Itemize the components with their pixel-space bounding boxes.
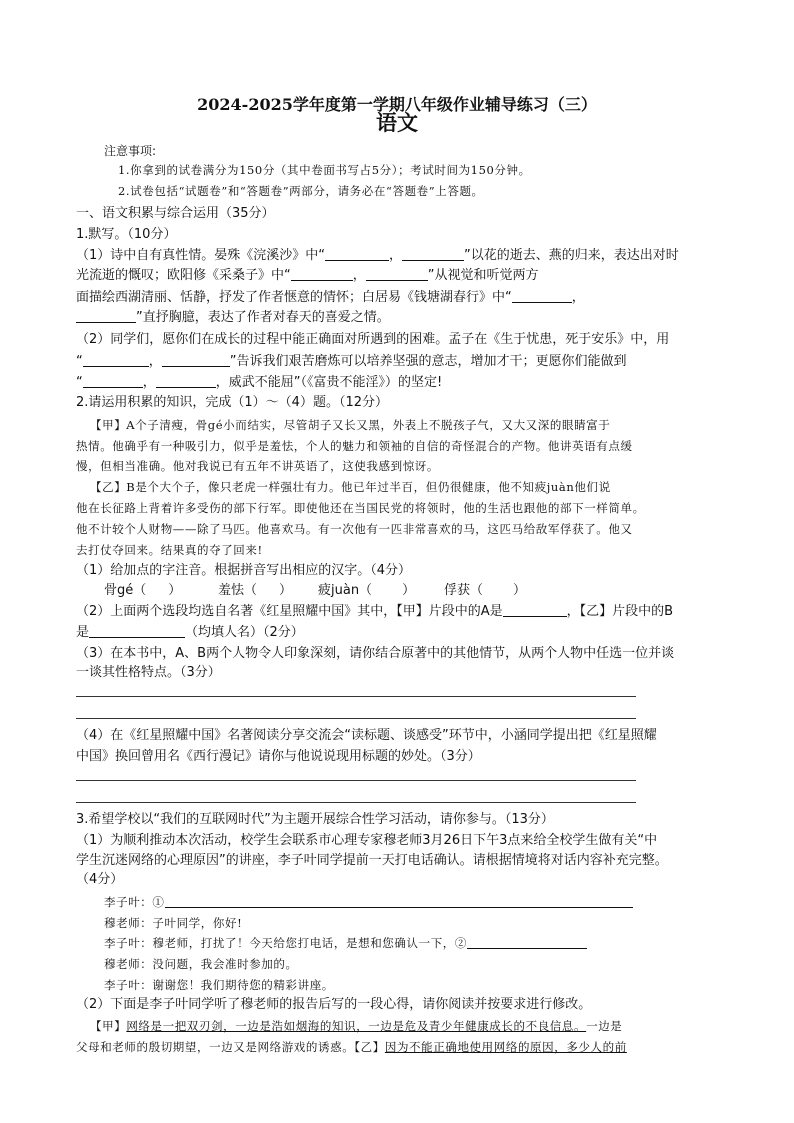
q1-p1-line4: ”直抒胸臆，表达了作者对春天的喜爱之情。 — [76, 308, 390, 327]
answer-blank[interactable] — [257, 582, 279, 596]
subject-title: 语文 — [376, 110, 418, 135]
q2-sub1-word4: 俘获（ ） — [444, 583, 527, 598]
q1-p2-line1: （2）同学们，愿你们在成长的过程中能正确面对所遇到的困难。孟子在《生于忧患，死于安乐》中，用 — [76, 332, 670, 347]
dialogue-line-4: 穆老师：没问题，我会准时参加的。 — [104, 957, 298, 971]
answer-blank[interactable] — [83, 352, 149, 367]
q1-p1-line2: 光流逝的慨叹；欧阳修《采桑子》中“ ， ”从视觉和听觉两方 — [76, 268, 539, 283]
dialogue-line-3: 李子叶：穆老师，打扰了！今天给您打电话，是想和您确认一下，② — [104, 934, 587, 952]
q3-heading: 3.希望学校以“我们的互联网时代”为主题开展综合性学习活动，请你参与。（13分） — [76, 812, 554, 827]
passage-jia-line3: 慢，但相当准确。他对我说已有五年不讲英语了，这使我感到惊讶。 — [76, 459, 439, 473]
answer-blank[interactable] — [76, 308, 136, 323]
answer-blank[interactable] — [162, 352, 230, 367]
reflection-line-2: 父母和老师的殷切期望，一边又是网络游戏的诱惑。【乙】因为不能正确地使用网络的原因，多少人的前 — [76, 1040, 627, 1054]
exam-title: 2024-2025学年度第一学期八年级作业辅导练习（三） — [197, 95, 597, 114]
q1-heading: 1.默写。（10分） — [76, 227, 177, 242]
answer-line[interactable] — [76, 780, 636, 781]
q2-sub1-word2: 羞怯（ ） — [218, 583, 293, 598]
q2-sub3-line2: 一谈其性格特点。（3分） — [76, 665, 221, 680]
answer-blank[interactable] — [503, 602, 567, 617]
answer-blank[interactable] — [402, 246, 464, 261]
q3-sub1-line2: 学生沉迷网络的心理原因”的讲座，李子叶同学提前一天打电话确认。请根据情境将对话内容补充完整。 — [76, 853, 668, 868]
q2-sub3-line1: （3）在本书中，A、B两个人物令人印象深刻，请你结合原著中的其他情节，从两个人物中任选一位并谈 — [76, 646, 675, 661]
dialogue-line-1: 李子叶：① — [104, 893, 633, 911]
reflection-line-1: 【甲】网络是一把双刃剑，一边是浩如烟海的知识，一边是危及青少年健康成长的不良信息。一边是 — [90, 1019, 623, 1033]
q2-sub1-word1: 骨gé（ ） — [104, 583, 182, 598]
answer-blank[interactable] — [325, 246, 389, 261]
q3-sub1-line3: （4分） — [76, 872, 124, 887]
section-1-heading: 一、语文积累与综合运用（35分） — [76, 206, 275, 221]
answer-line[interactable] — [76, 802, 636, 803]
q1-p2-line3: “ ， ，威武不能屈”（《富贵不能淫》）的坚定! — [76, 375, 443, 390]
q1-p2-line2: “ ， ”告诉我们艰苦磨炼可以培养坚强的意志，增加才干；更愿你们能做到 — [76, 354, 627, 369]
notice-item-2: 2.试卷包括“试题卷”和“答题卷”两部分，请务必在“答题卷”上答题。 — [118, 184, 484, 198]
q2-sub1-word3: 疲juàn（ ） — [318, 583, 416, 598]
q2-sub1-prompt: （1）给加点的字注音。根据拼音写出相应的汉字。（4分） — [76, 563, 412, 578]
dialogue-line-5: 李子叶：谢谢您！我们期待您的精彩讲座。 — [104, 978, 334, 992]
answer-line[interactable] — [76, 718, 636, 719]
q2-sub2-line1: （2）上面两个选段均选自名著《红星照耀中国》其中，【甲】片段中的A是 ，【乙】片段中的B — [76, 604, 674, 619]
notice-item-1: 1.你拿到的试卷满分为150分（其中卷面书写占5分）；考试时间为150分钟。 — [118, 163, 531, 177]
q3-sub1-line1: （1）为顺利推动本次活动，校学生会联系市心理专家穆老师3月26日下午3点来给全校学生做有关“中 — [76, 833, 658, 848]
answer-line[interactable] — [76, 696, 636, 697]
q1-p1-line1: （1）诗中自有真性情。晏殊《浣溪沙》中“ ， ”以花的逝去、燕的归来，表达出对时 — [76, 248, 679, 263]
passage-yi-line3: 他不计较个人财物——除了马匹。他喜欢马。有一次他有一匹非常喜欢的马，这匹马给敌军俘获了。他又 — [76, 522, 633, 536]
passage-yi-line2: 他在长征路上背着许多受伤的部下行军。即使他还在当国民党的将领时，他的生活也跟他的部下一样简单。 — [76, 501, 645, 515]
passage-jia-line2: 热情。他确乎有一种吸引力，似乎是羞怯，个人的魅力和领袖的自信的奇怪混合的产物。他讲英语有点缓 — [76, 439, 633, 453]
answer-blank[interactable] — [467, 934, 587, 949]
q2-sub4-line1: （4）在《红星照耀中国》名著阅读分享交流会“读标题、谈感受”环节中，小涵同学提出把《红星照耀 — [76, 728, 657, 743]
answer-blank[interactable] — [366, 266, 428, 281]
passage-yi-line4: 去打仗夺回来。结果真的夺了回来! — [76, 543, 263, 557]
q2-sub2-line2: 是 （均填人名）（2分） — [76, 625, 304, 640]
dialogue-line-2: 穆老师：子叶同学，你好! — [104, 916, 243, 930]
passage-yi-line1: 【乙】B是个大个子，像只老虎一样强壮有力。他已年过半百，但仍很健康，他不知疲juàn他们说 — [90, 480, 611, 494]
q1-p1-line3: 面描绘西湖清丽、恬静，抒发了作者惬意的情怀；白居易《钱塘湖春行》中“ ， — [76, 290, 585, 305]
q2-sub4-line2: 中国》换回曾用名《西行漫记》请你与他说说现用标题的妙处。（3分） — [76, 749, 481, 764]
answer-blank[interactable] — [165, 893, 633, 908]
answer-blank[interactable] — [512, 288, 572, 303]
answer-blank[interactable] — [146, 582, 168, 596]
q3-sub2-prompt: （2）下面是李子叶同学听了穆老师的报告后写的一段心得，请你阅读并按要求进行修改。 — [76, 997, 592, 1012]
passage-jia-line1: 【甲】A个子清瘦，骨gé小而结实，尽管胡子又长又黑，外表上不脱孩子气，又大又深的眼睛富于 — [90, 418, 611, 432]
notice-heading: 注意事项: — [104, 144, 157, 158]
answer-blank[interactable] — [372, 582, 402, 596]
answer-blank[interactable] — [291, 266, 353, 281]
q2-heading: 2.请运用积累的知识，完成（1）～（4）题。（12分） — [76, 395, 388, 410]
answer-blank[interactable] — [156, 373, 216, 388]
answer-blank[interactable] — [483, 582, 513, 596]
answer-blank[interactable] — [89, 623, 185, 638]
answer-blank[interactable] — [83, 373, 143, 388]
